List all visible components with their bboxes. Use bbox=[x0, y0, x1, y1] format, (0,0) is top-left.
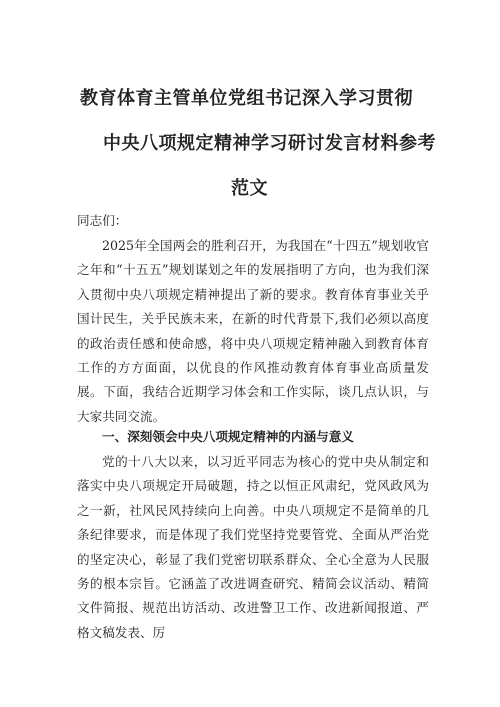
document-title-line-3: 范文 bbox=[231, 178, 268, 199]
body-paragraph-1: 2025年全国两会的胜利召开，为我国在“十四五”规划收官之年和“十五五”规划谋划之年的发展指明了方向，也为我们深入贯彻中央八项规定精神提出了新的要求。教育体育事业关乎国计民生，关乎民族未来，在新的时代背景下,我们必须以高度的政治责任感和使命感，将中央八项规定精神融入到教育体育工作的方方面面，以优良的作风推动教育体育事业高质量发展。下面，我结合近期学习体会和工作实际，谈几点认识，与大家共同交流。 bbox=[77, 238, 429, 424]
section-heading-1: 一、深刻领会中央八项规定精神的内涵与意义 bbox=[102, 429, 354, 444]
document-title-line-2: 中央八项规定精神学习研讨发言材料参考 bbox=[103, 133, 436, 154]
salutation: 同志们： bbox=[77, 213, 128, 228]
document-title-line-1: 教育体育主管单位党组书记深入学习贯彻 bbox=[80, 88, 413, 109]
body-paragraph-2: 党的十八大以来，以习近平同志为核心的党中央从制定和落实中央八项规定开局破题，持之以恒正风肃纪，党风政风为之一新，社风民风持续向上向善。中央八项规定不是简单的几条纪律要求，而是体现了我们党坚持党要管党、全面从严治党的坚定决心，彰显了我们党密切联系群众、全心全意为人民服务的根本宗旨。它涵盖了改进调查研究、精简会议活动、精简文件简报、规范出访活动、改进警卫工作、改进新闻报道、严格文稿发表、厉 bbox=[77, 454, 429, 640]
